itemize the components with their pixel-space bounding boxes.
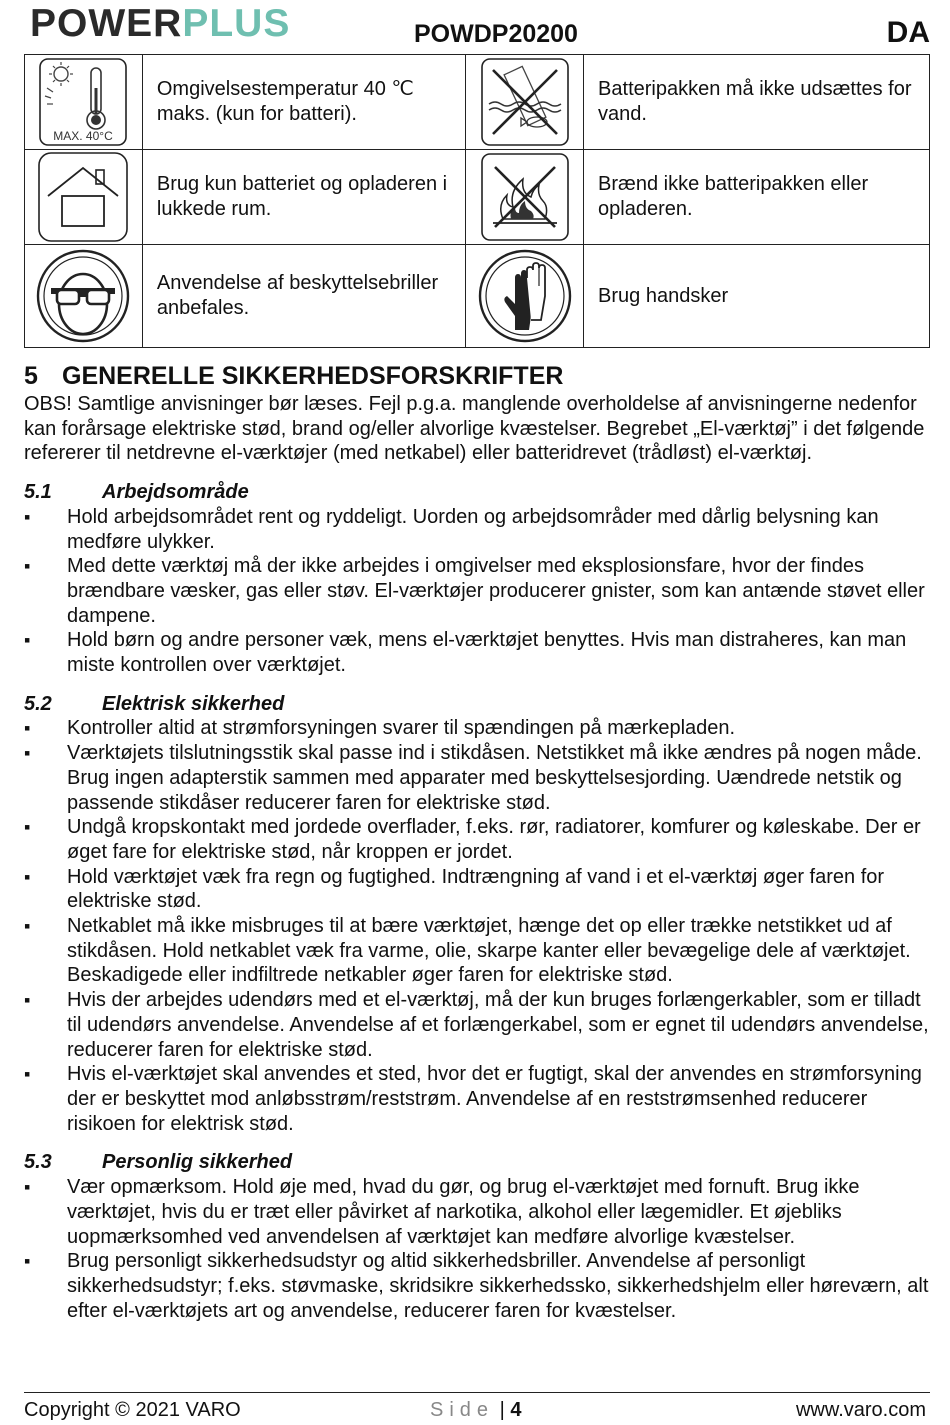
table-cell-text: Omgivelsestemperatur 40 ℃ maks. (kun for batteri). bbox=[142, 55, 465, 150]
page-header bbox=[24, 0, 930, 54]
list-item: ▪ Med dette værktøj må der ikke arbejdes i omgivelser med eksplosionsfare, hvor der findes brændbare væsker, gas eller støv. El-værktøjer producerer gnister, som kan antænde støvet eller dampene. bbox=[24, 554, 930, 628]
page-footer bbox=[24, 1392, 930, 1421]
gloves-icon bbox=[466, 245, 584, 348]
list-item: ▪ Netkablet må ikke misbruges til at bære værktøjet, hænge det op eller trække netstikket ud af stikdåsen. Hold netkablet væk fra varme, olie, skarpe kanter eller bevægelige dele af værktøjet. Beskadigede eller indfiltrede netkabler øger faren for elektriske stød. bbox=[24, 914, 930, 988]
list-item: ▪ Hold værktøjet væk fra regn og fugtighed. Indtrængning af vand i et el-værktøj øger faren for elektriske stød. bbox=[24, 865, 930, 914]
language-code: DA bbox=[886, 16, 930, 49]
page-indicator: Side | 4 bbox=[430, 1399, 522, 1421]
website-link[interactable]: www.varo.com bbox=[795, 1399, 926, 1421]
no-water-icon bbox=[466, 55, 584, 150]
subsection-title: 5.1 Arbejdsområde bbox=[24, 481, 249, 504]
list-item: ▪ Hold børn og andre personer væk, mens el-værktøjet benyttes. Hvis man distraheres, kan man miste kontrollen over værktøjet. bbox=[24, 628, 930, 677]
safety-icon-table bbox=[24, 54, 930, 348]
list-item: ▪ Undgå kropskontakt med jordede overflader, f.eks. rør, radiatorer, komfurer og køleskabe. Der er øget fare for elektriske stød, når kroppen er jordet. bbox=[24, 815, 930, 864]
list-item: ▪ Brug personligt sikkerhedsudstyr og altid sikkerhedsbriller. Anvendelse af personligt sikkerhedsudstyr; f.eks. støvmaske, skridsikre sikkerhedssko, sikkerhedshjelm eller høreværn, alt efter el-værktøjets art og anvendelse, reducerer faren for kvæstelser. bbox=[24, 1249, 930, 1323]
indoor-house-icon bbox=[25, 150, 143, 245]
copyright: Copyright © 2021 VARO bbox=[24, 1399, 241, 1421]
table-cell-text: Brug kun batteriet og opladeren i lukkede rum. bbox=[142, 150, 465, 245]
table-cell-text: Anvendelse af beskyttelsebriller anbefales. bbox=[142, 245, 465, 348]
list-item: ▪ Vær opmærksom. Hold øje med, hvad du gør, og brug el-værktøjet med fornuft. Brug ikke værktøjet, hvis du er træt eller påvirket af narkotika, alkohol eller lægemidler. Et øjebliks uopmærksomhed ved anvendelsen af værktøjet kan medføre alvorlige kvæstelser. bbox=[24, 1175, 930, 1249]
bullet-list bbox=[24, 1175, 930, 1323]
page-number: 4 bbox=[510, 1399, 522, 1421]
list-item: ▪ Kontroller altid at strømforsyningen svarer til spændingen på mærkepladen. bbox=[24, 716, 930, 741]
table-cell-text: Brug handsker bbox=[584, 245, 930, 348]
safety-instructions bbox=[24, 360, 930, 1323]
list-item: ▪ Værktøjets tilslutningsstik skal passe ind i stikdåsen. Netstikket må ikke ændres på nogen måde. Brug ingen adapterstik sammen med apparater med beskyttelsesjording. Uændrede netstik og passende stikdåser reducerer faren for elektriske stød. bbox=[24, 741, 930, 815]
max-temp-label: MAX. 40°C bbox=[53, 129, 114, 143]
no-fire-icon bbox=[466, 150, 584, 245]
section-intro: OBS! Samtlige anvisninger bør læses. Fejl p.g.a. manglende overholdelse af anvisningerne nedenfor kan forårsage elektriske stød, brand og/eller alvorlige kvæstelser. Begrebet „El-værktøj” i det følgende refererer til netdrevne el-værktøjer (med netkabel) eller batteridrevet (trådløst) el-værktøj. bbox=[24, 393, 925, 465]
brand-logo: POWERPLUS bbox=[30, 2, 291, 45]
list-item: ▪ Hvis der arbejdes udendørs med et el-værktøj, må der kun bruges forlængerkabler, som er tilladt til udendørs anvendelse. Anvendelse af et forlængerkabel, som er egnet til udendørs anvendelse, reducerer faren for elektriske stød. bbox=[24, 988, 930, 1062]
list-item: ▪ Hvis el-værktøjet skal anvendes et sted, hvor det er fugtigt, skal der anvendes en strømforsyning der er beskyttet mod anløbsstrøm/reststrøm. Anvendelse af en reststrømsenhed reducerer risikoen for elektrisk stød. bbox=[24, 1062, 930, 1136]
subsection-title: 5.3 Personlig sikkerhed bbox=[24, 1151, 293, 1174]
subsection-title: 5.2 Elektrisk sikkerhed bbox=[24, 692, 285, 715]
bullet-list bbox=[24, 505, 930, 678]
bullet-list bbox=[24, 716, 930, 1136]
table-cell-text: Brænd ikke batteripakken eller opladeren. bbox=[584, 150, 930, 245]
thermometer-icon bbox=[25, 55, 143, 150]
table-cell-text: Batteripakken må ikke udsættes for vand. bbox=[584, 55, 930, 150]
section-title: 5 GENERELLE SIKKERHEDSFORSKRIFTER bbox=[24, 362, 564, 390]
list-item: ▪ Hold arbejdsområdet rent og ryddeligt. Uorden og arbejdsområder med dårlig belysning kan medføre ulykker. bbox=[24, 505, 930, 554]
model-number: POWDP20200 bbox=[414, 20, 578, 48]
safety-goggles-icon bbox=[25, 245, 143, 348]
